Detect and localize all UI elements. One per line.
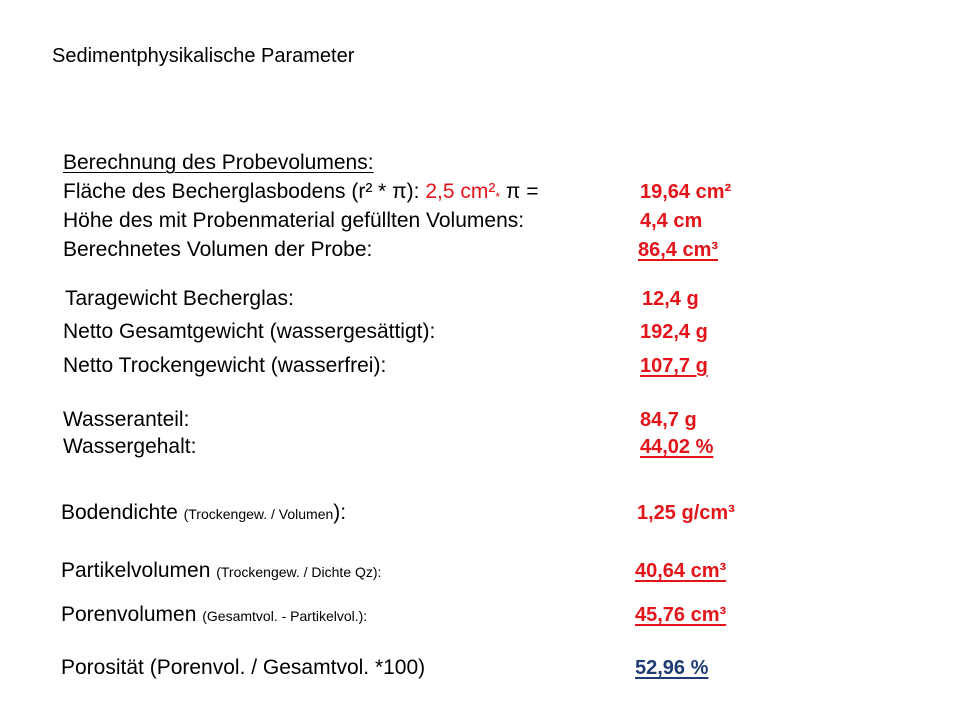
tare-value: 12,4 g xyxy=(642,288,699,310)
net-dry-label: Netto Trockengewicht (wasserfrei): xyxy=(63,354,387,377)
height-label: Höhe des mit Probenmaterial gefüllten Volumens: xyxy=(63,209,525,232)
density-label: Bodendichte xyxy=(61,501,184,524)
tare-label: Taragewicht Becherglas: xyxy=(65,287,294,310)
net-dry-value: 107,7 g xyxy=(640,355,708,377)
area-formula-pi: π = xyxy=(505,180,539,203)
page-title: Sedimentphysikalische Parameter xyxy=(52,45,355,67)
density-close: ): xyxy=(333,501,347,524)
particle-formula: (Trockengew. / Dichte Qz): xyxy=(216,564,382,580)
density-value: 1,25 g/cm³ xyxy=(637,502,735,524)
pore-value: 45,76 cm³ xyxy=(635,604,727,626)
pore-row xyxy=(61,604,367,625)
volume-value: 86,4 cm³ xyxy=(638,239,719,261)
net-total-label: Netto Gesamtgewicht (wassergesättigt): xyxy=(63,320,436,343)
area-row xyxy=(63,181,538,203)
net-total-value: 192,4 g xyxy=(640,321,708,343)
density-formula: (Trockengew. / Volumen xyxy=(183,506,334,522)
water-content-value: 44,02 % xyxy=(640,436,714,458)
particle-row xyxy=(61,560,381,581)
water-content-label: Wassergehalt: xyxy=(63,435,197,458)
density-row xyxy=(61,502,346,523)
area-formula-mult: * xyxy=(495,190,501,204)
porosity-label: Porosität (Porenvol. / Gesamtvol. *100) xyxy=(61,656,426,679)
area-value: 19,64 cm² xyxy=(640,181,732,203)
area-formula: 2,5 cm² xyxy=(425,180,496,203)
water-share-value: 84,7 g xyxy=(640,409,697,431)
water-share-label: Wasseranteil: xyxy=(63,408,190,431)
height-value: 4,4 cm xyxy=(640,210,703,232)
volume-label: Berechnetes Volumen der Probe: xyxy=(63,238,373,261)
pore-formula: (Gesamtvol. - Partikelvol.): xyxy=(202,608,368,624)
particle-value: 40,64 cm³ xyxy=(635,560,727,582)
pore-label: Porenvolumen xyxy=(61,603,203,626)
volume-heading: Berechnung des Probevolumens: xyxy=(63,151,374,174)
particle-label: Partikelvolumen xyxy=(61,559,217,582)
porosity-value: 52,96 % xyxy=(635,657,709,679)
area-label: Fläche des Becherglasbodens (r² * π): xyxy=(63,180,420,203)
